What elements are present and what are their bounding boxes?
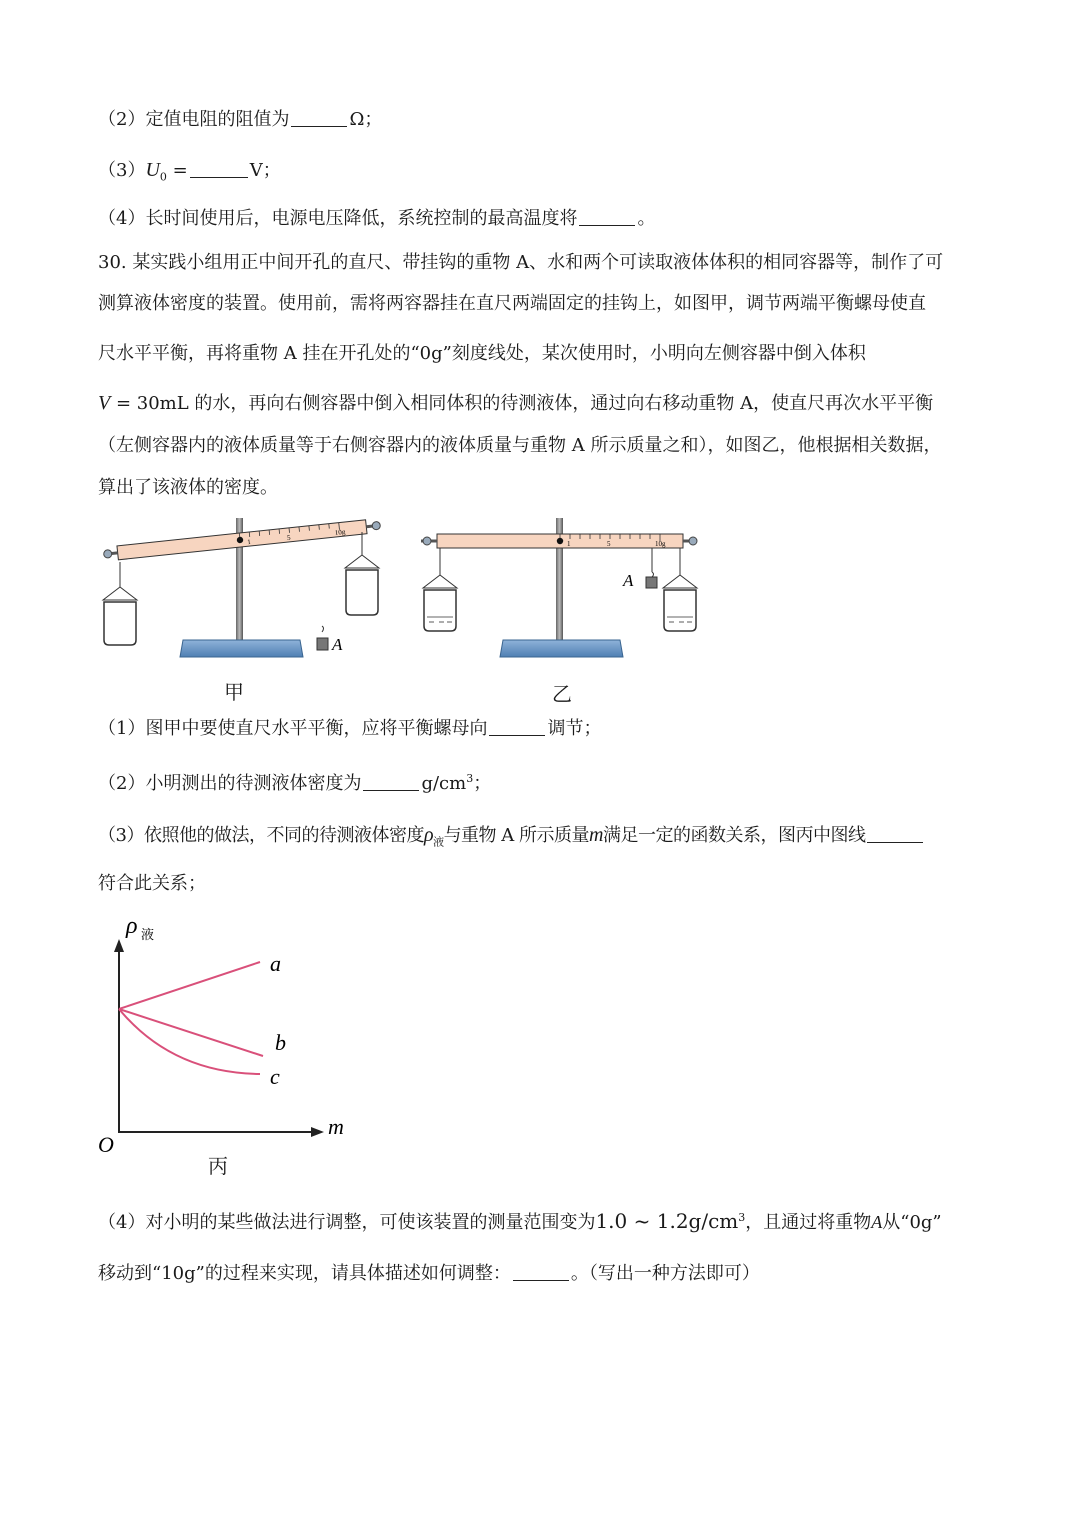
svg-text:A: A <box>623 571 634 590</box>
y-axis-label: ρ <box>126 913 138 939</box>
y-axis-label-sub: 液 <box>141 927 155 942</box>
q30-line4: V = 30mL 的水，再向右侧容器中倒入相同体积的待测液体，通过向右移动重物 A，使直尺再次水平平衡 <box>98 392 934 414</box>
curve-label-b: b <box>275 1030 286 1055</box>
caption-jia: 甲 <box>224 680 244 704</box>
pivot-hole <box>557 538 563 544</box>
answer-blank[interactable] <box>513 1262 569 1281</box>
ruler-label-5: 5 <box>607 540 611 548</box>
ruler-label-1: 1 <box>567 540 571 548</box>
balance-nut-right[interactable] <box>372 521 381 530</box>
ruler-label-10g: 10g <box>655 540 666 548</box>
q29-part3: $(3)U_0 = V$； <box>98 159 281 184</box>
weight-a <box>622 548 657 590</box>
q29-part2: （2）定值电阻的阻值为 Ω； <box>98 109 383 130</box>
answer-blank[interactable] <box>489 717 545 736</box>
container-left <box>424 590 456 631</box>
origin-label: O <box>98 1132 114 1157</box>
graph-bing <box>90 905 370 1165</box>
container-right <box>664 590 696 631</box>
balance-nut-right[interactable] <box>689 537 697 545</box>
stand-base <box>500 640 623 657</box>
ruler-label-10g: 10g <box>334 527 346 538</box>
ruler-label-1: 1 <box>246 537 252 547</box>
answer-blank[interactable] <box>363 772 419 791</box>
balance-nut-left[interactable] <box>423 537 431 545</box>
answer-blank[interactable] <box>291 108 347 127</box>
answer-blank[interactable] <box>190 159 248 178</box>
q30-line2: 测算液体密度的装置。使用前，需将两容器挂在直尺两端固定的挂钩上，如图甲，调节两端平衡螺母使直 <box>98 293 926 314</box>
caption-bing: 丙 <box>208 1154 228 1178</box>
caption-yi: 乙 <box>552 682 572 706</box>
q30-part1: （1）图甲中要使直尺水平平衡，应将平衡螺母向 调节； <box>98 718 602 739</box>
curve-c <box>119 1009 260 1074</box>
answer-blank[interactable] <box>579 207 635 226</box>
curve-label-a: a <box>270 951 281 976</box>
answer-blank[interactable] <box>867 824 923 843</box>
container-right <box>346 570 378 615</box>
ruler-label-5: 5 <box>286 533 291 543</box>
container-left <box>104 602 136 645</box>
x-axis-label: m <box>328 1114 344 1139</box>
stand-base <box>180 640 303 657</box>
svg-text:A: A <box>332 635 343 654</box>
weight-a <box>317 626 343 654</box>
q29-part4: （4）长时间使用后，电源电压降低，系统控制的最高温度将 。 <box>98 208 656 229</box>
q30-part2: （2）小明测出的待测液体密度为 $g/cm^3$； <box>98 772 492 794</box>
q30-line1: 30. 某实践小组用正中间开孔的直尺、带挂钩的重物 A、水和两个可读取液体体积的相同容器等，制作了可 <box>98 252 944 273</box>
q30-part3: （3）依照他的做法，不同的待测液体密度$\rho_液$与重物 A 所示质量m满足一定的函数关系，图丙中图线 <box>98 823 925 855</box>
q30-part3-line2: 符合此关系； <box>98 873 206 894</box>
figure-jia <box>103 518 381 657</box>
x-axis-arrow <box>311 1127 324 1137</box>
figure-yi <box>421 518 697 657</box>
q30-part4-line2: 移动到“10g”的过程来实现，请具体描述如何调整： 。（写出一种方法即可） <box>98 1263 760 1284</box>
balance-nut-left[interactable] <box>103 550 112 559</box>
balance-figures <box>95 512 715 682</box>
y-axis-arrow <box>114 939 124 952</box>
q30-line6: 算出了该液体的密度。 <box>98 477 278 498</box>
q30-part4: （4）对小明的某些做法进行调整，可使该装置的测量范围变为1.0 ~ $1.2g/cm^3$，且通过将重物A从“0g” <box>98 1209 942 1233</box>
q30-line3: 尺水平平衡，再将重物 A 挂在开孔处的“0g”刻度线处，某次使用时，小明向左侧容器中倒入体积 <box>98 343 866 364</box>
curve-a <box>119 962 260 1009</box>
curve-label-c: c <box>270 1064 280 1089</box>
q30-line5: （左侧容器内的液体质量等于右侧容器内的液体质量与重物 A 所示质量之和），如图乙，他根据相关数据， <box>98 435 942 456</box>
